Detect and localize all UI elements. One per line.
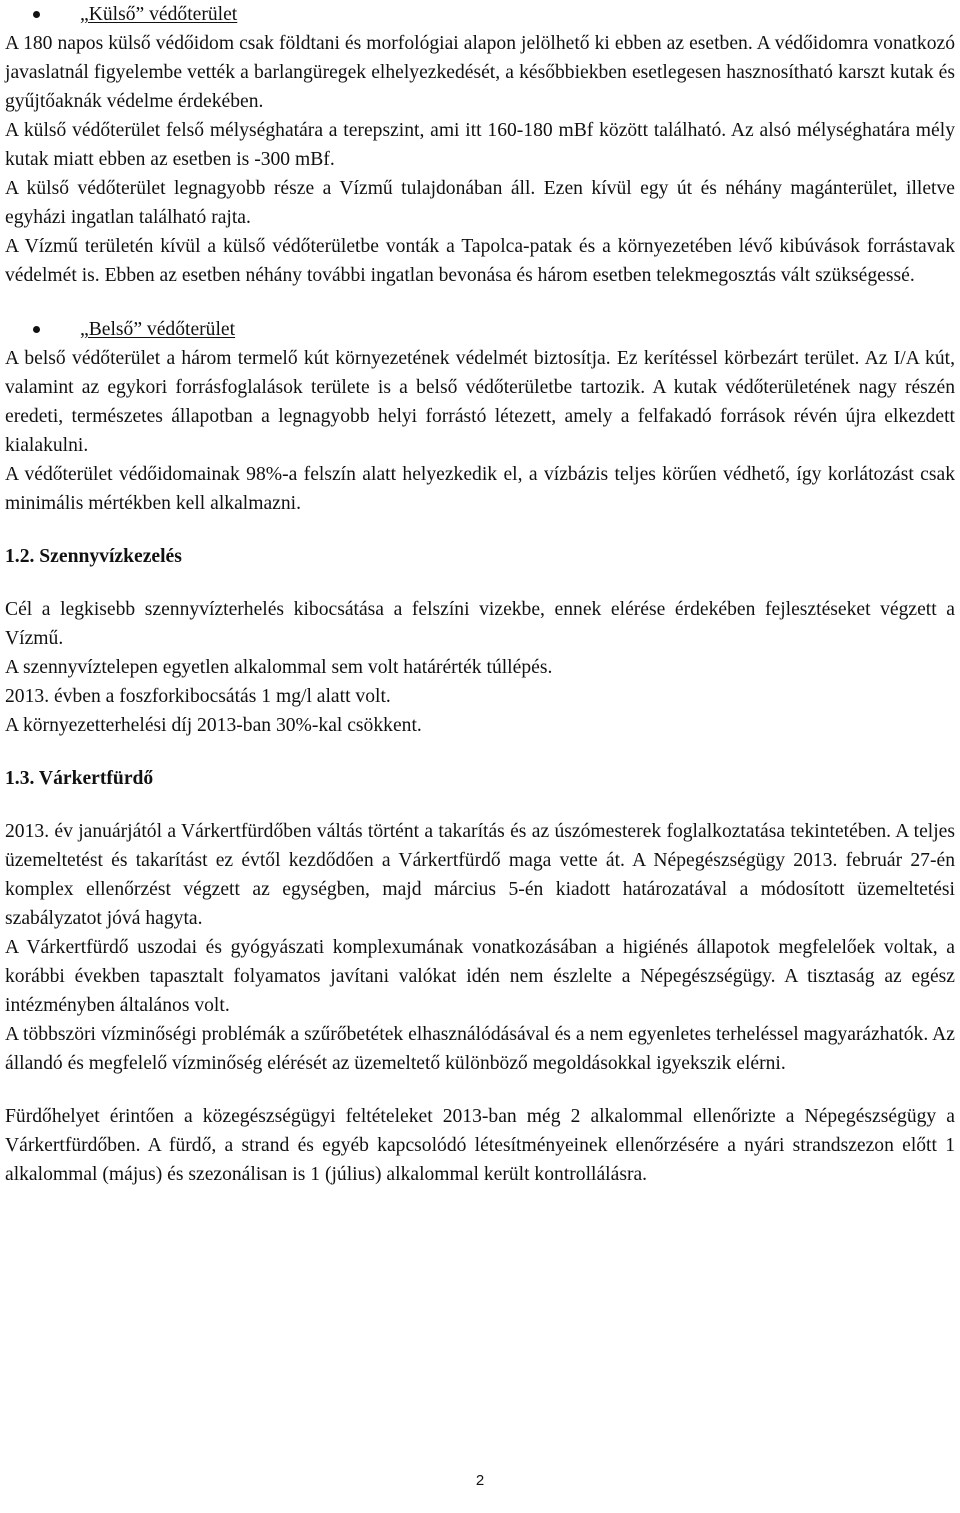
outer-zone-heading-text: „Külső” védőterület [80, 4, 238, 25]
inner-zone-paragraph-1: A belső védőterület a három termelő kút környezetének védelmét biztosítja. Ez kerítéssel körbezárt terület. Az I/A kút, valamint az egykori forrásfoglalások területe is a belső védőterületbe tartozik. A kutak védőterületének nagy részén eredeti, természetes állapotban a legnagyobb helyi forrástó létezett, amely a felfakadó források révén újra elkezdett kialakulni. [5, 348, 955, 456]
spacer [5, 290, 955, 315]
section-1-3-heading: 1.3. Várkertfürdő [5, 768, 154, 789]
section-1-2-heading: 1.2. Szennyvízkezelés [5, 546, 182, 567]
spacer [5, 740, 955, 764]
outer-zone-paragraph-4: A Vízmű területén kívül a külső védőterületbe vonták a Tapolca-patak és a környezetében lévő kibúvások forrástavak védelmét is. Ebben az esetben néhány további ingatlan bevonása és három esetben telekmegosztás vált szükségessé. [5, 236, 955, 286]
outer-zone-paragraph-1: A 180 napos külső védőidom csak földtani és morfológiai alapon jelölhető ki ebben az esetben. A védőidomra vonatkozó javaslatnál figyelembe vették a barlangüregek elhelyezkedését, a későbbiekben esetlegesen hasznosítható karszt kutak és gyűjtőaknák védelme érdekében. [5, 33, 955, 112]
outer-zone-paragraph-3: A külső védőterület legnagyobb része a Vízmű tulajdonában áll. Ezen kívül egy út és néhány magánterület, illetve egyházi ingatlan található rajta. [5, 178, 955, 228]
spacer [5, 571, 955, 595]
bullet-icon [33, 326, 40, 333]
document-page [5, 0, 955, 1189]
spacer [5, 793, 955, 817]
outer-zone-paragraph-2: A külső védőterület felső mélységhatára a terepszint, ami itt 160-180 mBf között található. Az alsó mélységhatára mély kutak miatt ebben az esetben is -300 mBf. [5, 120, 955, 170]
section-1-2-paragraph-2: A szennyvíztelepen egyetlen alkalommal sem volt határérték túllépés. [5, 657, 553, 678]
inner-zone-heading [5, 315, 955, 344]
outer-zone-heading [5, 0, 955, 29]
spacer [5, 1078, 955, 1102]
page-number: 2 [475, 1472, 485, 1489]
section-1-3-paragraph-3: A többszöri vízminőségi problémák a szűrőbetétek elhasználódásával és a nem egyenletes terheléssel magyarázhatók. Az állandó és megfelelő vízminőség elérését az üzemeltető különböző megoldásokkal igyekszik elérni. [5, 1024, 955, 1074]
section-1-2-paragraph-4: A környezetterhelési díj 2013-ban 30%-kal csökkent. [5, 715, 422, 736]
section-1-3-paragraph-4: Fürdőhelyet érintően a közegészségügyi feltételeket 2013-ban még 2 alkalommal ellenőrizte a Népegészségügy a Várkertfürdőben. A fürdő, a strand és egyéb kapcsolódó létesítményeinek ellenőrzésére a nyári strandszezon előtt 1 alkalommal (május) és szezonálisan is 1 (július) alkalommal került kontrollálásra. [5, 1106, 955, 1185]
section-1-2-paragraph-3: 2013. évben a foszforkibocsátás 1 mg/l alatt volt. [5, 686, 391, 707]
section-1-3-paragraph-2: A Várkertfürdő uszodai és gyógyászati komplexumának vonatkozásában a higiénés állapotok megfelelőek voltak, a korábbi években tapasztalt folyamatos javítani valókat idén nem észlelte a Népegészségügy. A tisztaság az egész intézményben általános volt. [5, 937, 955, 1016]
section-1-3-paragraph-1: 2013. év januárjától a Várkertfürdőben váltás történt a takarítás és az úszómesterek foglalkoztatása tekintetében. A teljes üzemeltetést és takarítást ez évtől kezdődően a Várkertfürdő maga vette át. A Népegészségügy 2013. február 27-én komplex ellenőrzést végzett az egységben, majd március 5-én kiadott határozatával a módosított üzemeltetési szabályzatot jóvá hagyta. [5, 821, 955, 929]
section-1-2-paragraph-1: Cél a legkisebb szennyvízterhelés kibocsátása a felszíni vizekbe, ennek elérése érdekében fejlesztéseket végzett a Vízmű. [5, 599, 955, 649]
inner-zone-heading-text: „Belső” védőterület [80, 319, 236, 340]
spacer [5, 518, 955, 542]
bullet-icon [33, 11, 40, 18]
inner-zone-paragraph-2: A védőterület védőidomainak 98%-a felszín alatt helyezkedik el, a vízbázis teljes körűen védhető, így korlátozást csak minimális mértékben kell alkalmazni. [5, 464, 955, 514]
